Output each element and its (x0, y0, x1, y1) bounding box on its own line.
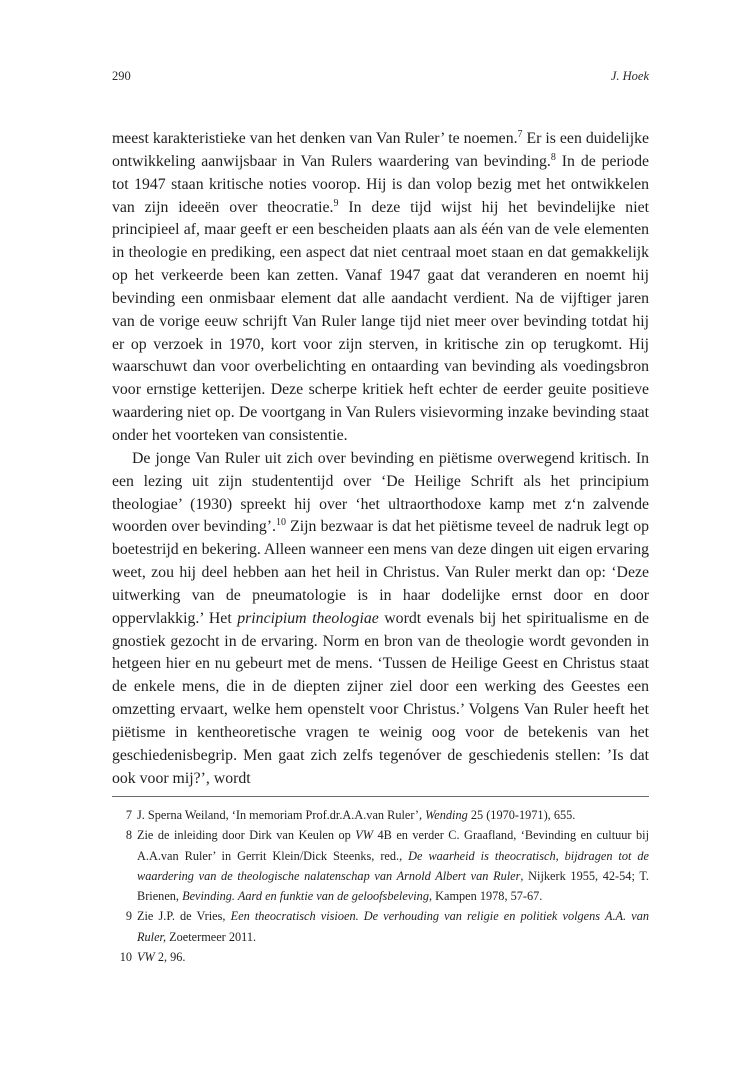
text-run: De jonge Van Ruler uit zich over bevinding en piëtisme overwegend kritisch. In een lezing uit zijn studententijd over ‘De Heilige Schrift als het principium theologiae’ (1930) spreekt hij over ‘het ultraorthodoxe kamp met z‘n zalvende woorden over bevinding’. (112, 449, 649, 536)
page-header (112, 66, 649, 86)
text-run: In deze tijd wijst hij het bevindelijke niet principieel af, maar geeft er een bescheiden plaats aan als één van de vele elementen in theologie en prediking, een aspect dat niet centraal moet staan en dat gemakkelijk op het verkeerde been kan zetten. Vanaf 1947 gaat dat veranderen en noemt hij bevinding een onmisbaar element dat alle aandacht verdient. Na de vijftiger jaren van de vorige eeuw schrijft Van Ruler lange tijd niet meer over bevinding totdat hij er op verzoek in 1970, kort voor zijn sterven, in kritische zin op terugkomt. Hij waarschuwt dan voor overbelichting en ontaarding van bevinding als voedingsbron voor ernstige ketterijen. Deze scherpe kritiek heft echter de eerder geuite positieve waardering niet op. De voortgang in Van Rulers visievorming inzake bevinding staat onder het voorteken van consistentie. (112, 198, 649, 444)
text-run: wordt evenals bij het spiritualisme en de gnostiek gezocht in de ervaring. Norm en bron van de theologie wordt gevonden in hetgeen hier en nu gebeurt met de mens. ‘Tussen de Heilige Geest en Christus staat de enkele mens, die in de diepten zijner ziel door een werking des Geestes een omzetting ervaart, welke hem openstelt voor Christus.’ Volgens Van Ruler heeft het piëtisme in kentheoretische vragen te weinig oog voor de betekenis van het geschiedenisbegrip. Men gaat zich zelfs tegenóver de geschiedenis stellen: ’Is dat ook voor mij?’, wordt (112, 609, 649, 787)
italic-term: principium theologiae (237, 609, 379, 627)
footnotes (112, 805, 649, 967)
footnote-text: Zoetermeer 2011. (166, 929, 257, 944)
paragraph-2 (112, 448, 649, 791)
footnote-ref-7[interactable]: 7 (517, 129, 523, 140)
footnote-9 (112, 906, 649, 947)
footnote-italic: Een theocratisch visioen. De verhouding van religie en politiek volgens A.A. van Ruler, (137, 909, 649, 944)
footnote-text: , Nijkerk 1955, 42-54; T. Brienen, (137, 868, 649, 904)
footnote-italic: Wending (425, 808, 468, 822)
footnote-text: J. Sperna Weiland, ‘In memoriam Prof.dr.A.A.van Ruler’, (137, 808, 426, 822)
text-run: Zijn bezwaar is dat het piëtisme teveel de nadruk legt op boetestrijd en bekering. Alleen wanneer een mens van deze dingen uit eigen ervaring weet, zou hij deel hebben aan het heil in Christus. Van Ruler merkt dan op: ‘Deze uitwerking van de pneumatologie is in haar dodelijke ernst door en door oppervlakkig.’ Het (112, 518, 649, 627)
paragraph-1 (112, 128, 649, 448)
footnote-text: 2, 96. (154, 950, 186, 965)
footnote-number: 10 (119, 950, 132, 965)
footnote-ref-9[interactable]: 9 (333, 197, 339, 209)
footnote-divider (112, 796, 649, 797)
footnote-text: Zie J.P. de Vries, (137, 909, 231, 924)
footnote-italic: VW (355, 828, 373, 843)
footnote-italic: Bevinding. Aard en funktie van de geloofsbeleving (182, 889, 429, 904)
footnote-text: 25 (1970-1971), 655. (467, 808, 576, 822)
footnote-ref-8[interactable]: 8 (550, 151, 556, 163)
footnote-7 (112, 805, 649, 825)
footnote-number: 7 (125, 808, 132, 822)
main-text (112, 128, 649, 790)
footnote-text: 4B en verder C. Graafland, ‘Bevinding en cultuur bij A.A.van Ruler’ in Gerrit Klein/Dick Steenks, red., (137, 828, 649, 863)
footnote-8 (112, 825, 649, 906)
footnote-10 (112, 947, 649, 967)
page-number: 290 (112, 69, 131, 83)
footnote-number: 9 (125, 909, 132, 924)
footnote-ref-10[interactable]: 10 (276, 517, 286, 529)
text-run: In de periode tot 1947 staan kritische noties voorop. Hij is dan volop bezig met het ontwikkelen van zijn ideeën over theocratie. (112, 152, 649, 216)
text-run: Er is een duidelijke ontwikkeling aanwijsbaar in Van Rulers waardering van bevinding. (112, 130, 649, 170)
footnote-number: 8 (125, 828, 132, 843)
footnote-text: Zie de inleiding door Dirk van Keulen op (137, 828, 356, 843)
footnote-text: , Kampen 1978, 57-67. (428, 889, 543, 904)
text-run: meest karakteristieke van het denken van Van Ruler’ te noemen. (112, 130, 518, 147)
footnote-italic: VW (137, 950, 155, 965)
footnote-italic: De waarheid is theocratisch, bijdragen tot de waardering van de theologische nalatenschap van Arnold Albert van Ruler (137, 848, 649, 883)
running-head-author: J. Hoek (610, 69, 649, 83)
